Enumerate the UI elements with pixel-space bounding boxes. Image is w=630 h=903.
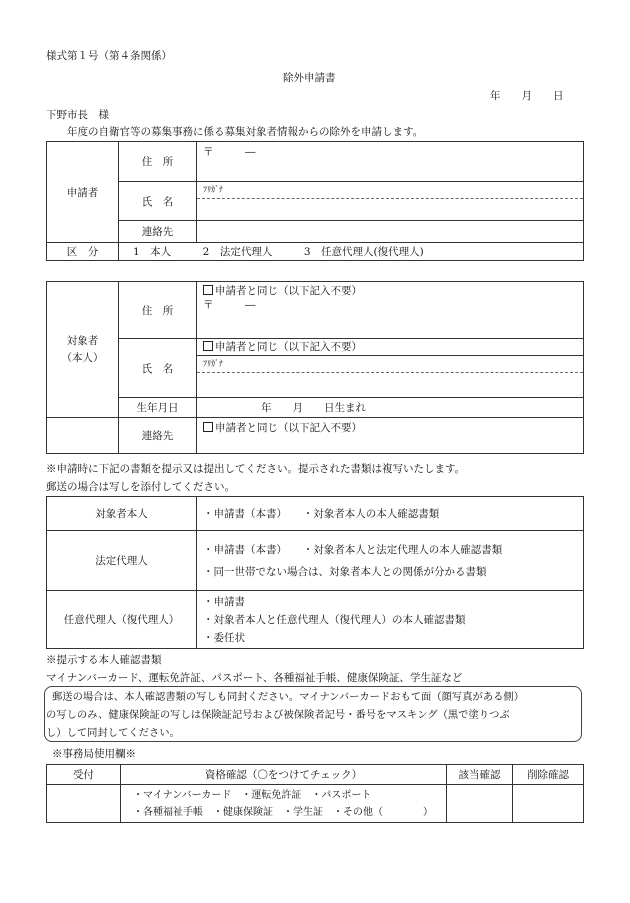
subject-contact-label: 連絡先 bbox=[119, 418, 197, 454]
subject-furigana: ﾌﾘｶﾞﾅ bbox=[197, 356, 583, 373]
office-heading: ※事務局使用欄※ bbox=[52, 748, 136, 760]
birth-field[interactable]: 年 月 日生まれ bbox=[197, 398, 584, 418]
addressee: 下野市長 様 bbox=[46, 109, 109, 121]
subject-label-line1: 対象者 bbox=[66, 334, 99, 347]
applicant-contact-field[interactable] bbox=[197, 221, 584, 243]
subject-name-label: 氏 名 bbox=[119, 339, 197, 398]
doc-items-self: ・申請書（本書） ・対象者本人の本人確認書類 bbox=[197, 497, 584, 531]
id-docs-heading: ※提示する本人確認書類 bbox=[46, 654, 162, 666]
doc-items-voluntary: ・申請書 ・対象者本人と任意代理人（復代理人）の本人確認書類 ・委任状 bbox=[197, 591, 584, 649]
subject-section-label-spacer bbox=[47, 418, 119, 454]
subject-contact-same-checkbox[interactable] bbox=[203, 422, 213, 432]
doc-category-voluntary: 任意代理人（復代理人） bbox=[47, 591, 197, 649]
office-delete-cell[interactable] bbox=[513, 785, 584, 823]
applicant-address-field[interactable] bbox=[197, 142, 584, 182]
subject-name-same-checkbox[interactable] bbox=[203, 341, 213, 351]
mail-note-line-2: の写しのみ、健康保険証の写しは保険証記号および被保険者記号・番号をマスキング（黒で塗りつぶ bbox=[46, 709, 510, 721]
applicant-furigana: ﾌﾘｶﾞﾅ bbox=[197, 182, 583, 199]
applicant-table bbox=[46, 141, 584, 261]
applicant-name-field[interactable] bbox=[197, 182, 584, 221]
form-number: 様式第１号（第４条関係） bbox=[46, 50, 172, 62]
subject-address-same-text: 申請者と同じ（以下記入不要） bbox=[215, 285, 362, 297]
office-check-line-1: ・マイナンバーカード ・運転免許証 ・パスポート bbox=[133, 789, 372, 801]
applicant-address-label: 住 所 bbox=[119, 142, 197, 182]
date-field[interactable]: 年 月 日 bbox=[490, 90, 564, 102]
category-label: 区 分 bbox=[47, 243, 119, 261]
applicant-section-label: 申請者 bbox=[47, 142, 119, 243]
subject-postal: 〒 ― bbox=[203, 299, 256, 311]
office-check-cell[interactable] bbox=[121, 785, 447, 823]
applicant-postal: 〒 ― bbox=[203, 146, 256, 158]
doc-category-legal: 法定代理人 bbox=[47, 531, 197, 591]
notice-line-1: ※申請時に下記の書類を提示又は提出してください。提示された書類は複写いたします。 bbox=[46, 463, 466, 475]
notice-line-2: 郵送の場合は写しを添付してください。 bbox=[46, 481, 235, 493]
subject-contact-field[interactable] bbox=[197, 418, 584, 454]
id-docs-list: マイナンバーカード、運転免許証、パスポート、各種福祉手帳、健康保険証、学生証など bbox=[46, 672, 463, 684]
subject-address-field[interactable] bbox=[197, 282, 584, 339]
subject-table bbox=[46, 281, 584, 454]
office-col-receipt: 受付 bbox=[47, 765, 121, 785]
subject-section-label bbox=[47, 282, 119, 418]
office-applicable-cell[interactable] bbox=[447, 785, 513, 823]
office-col-applicable: 該当確認 bbox=[447, 765, 513, 785]
subject-address-same-checkbox[interactable] bbox=[203, 285, 213, 295]
mail-note-line-3: し）して同封してください。 bbox=[46, 727, 180, 739]
office-col-check: 資格確認（〇をつけてチェック） bbox=[121, 765, 447, 785]
subject-name-field[interactable] bbox=[197, 339, 584, 398]
doc-category-self: 対象者本人 bbox=[47, 497, 197, 531]
office-col-delete: 削除確認 bbox=[513, 765, 584, 785]
applicant-contact-label: 連絡先 bbox=[119, 221, 197, 243]
office-table bbox=[46, 764, 584, 823]
subject-address-label: 住 所 bbox=[119, 282, 197, 339]
category-options[interactable]: 1 本人 2 法定代理人 3 任意代理人(復代理人) bbox=[119, 243, 584, 261]
birth-label: 生年月日 bbox=[119, 398, 197, 418]
page-title: 除外申請書 bbox=[283, 72, 336, 84]
mail-note-line-1: 郵送の場合は、本人確認書類の写しも同封ください。マイナンバーカードおもて面（顔写真がある側） bbox=[52, 691, 525, 703]
office-receipt-cell[interactable] bbox=[47, 785, 121, 823]
intro-text: 年度の自衛官等の募集事務に係る募集対象者情報からの除外を申請します。 bbox=[46, 126, 424, 138]
subject-name-same-text: 申請者と同じ（以下記入不要） bbox=[215, 341, 362, 353]
subject-label-line2: （本人） bbox=[61, 351, 104, 364]
subject-contact-same-text: 申請者と同じ（以下記入不要） bbox=[215, 422, 362, 434]
office-check-line-2: ・各種福祉手帳 ・健康保険証 ・学生証 ・その他（ ） bbox=[133, 806, 433, 818]
doc-items-legal: ・申請書（本書） ・対象者本人と法定代理人の本人確認書類 ・同一世帯でない場合は、対象者本人との関係が分かる書類 bbox=[197, 531, 584, 591]
applicant-name-label: 氏 名 bbox=[119, 182, 197, 221]
documents-table bbox=[46, 496, 584, 649]
